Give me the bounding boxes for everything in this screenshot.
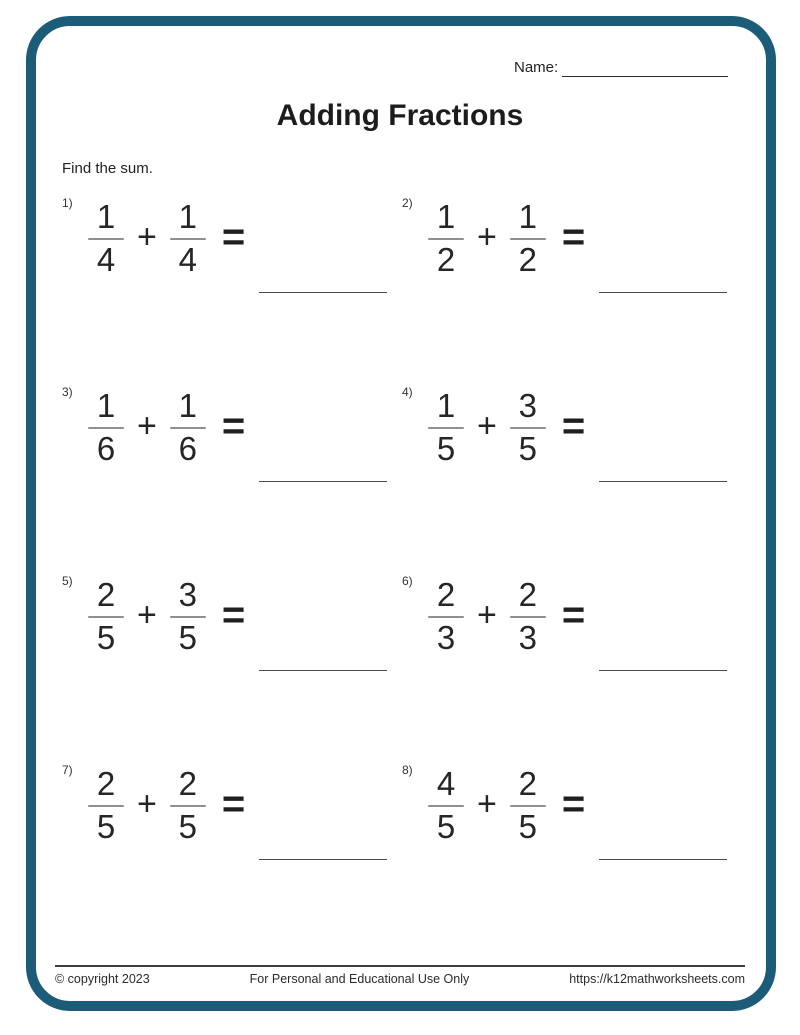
name-field-row: [514, 59, 728, 77]
fraction-second: [170, 767, 206, 845]
problem-expression: [428, 381, 727, 467]
fraction-second: [170, 578, 206, 656]
fraction-second: [510, 200, 546, 278]
problem: [62, 381, 402, 570]
usage-text: For Personal and Educational Use Only: [249, 972, 470, 986]
plus-operator: +: [137, 784, 157, 823]
fraction-bar: [88, 805, 124, 807]
problem: [402, 381, 742, 570]
denominator: 5: [436, 430, 456, 468]
equals-sign: =: [561, 781, 586, 826]
fraction-first: [428, 200, 464, 278]
fraction-bar: [510, 805, 546, 807]
problem-number: 7): [62, 763, 73, 777]
denominator: 6: [96, 430, 116, 468]
answer-blank-line: [259, 670, 387, 671]
problem-expression: [428, 570, 727, 656]
equals-sign: =: [221, 214, 246, 259]
denominator: 2: [518, 241, 538, 279]
numerator: 1: [518, 198, 538, 235]
plus-operator: +: [477, 406, 497, 445]
problem-number: 4): [402, 385, 413, 399]
problem: [402, 759, 742, 948]
denominator: 5: [96, 808, 116, 846]
plus-operator: +: [137, 217, 157, 256]
fraction-second: [170, 389, 206, 467]
denominator: 2: [436, 241, 456, 279]
numerator: 2: [96, 765, 116, 802]
equals-sign: =: [561, 403, 586, 448]
denominator: 5: [518, 808, 538, 846]
numerator: 1: [96, 387, 116, 424]
problem: [402, 570, 742, 759]
site-url: https://k12mathworksheets.com: [569, 972, 745, 986]
answer-blank-line: [599, 292, 727, 293]
numerator: 2: [178, 765, 198, 802]
problem-expression: [88, 192, 387, 278]
fraction-bar: [428, 805, 464, 807]
fraction-bar: [88, 427, 124, 429]
fraction-bar: [510, 238, 546, 240]
problem-number: 5): [62, 574, 73, 588]
problem-expression: [428, 192, 727, 278]
problem-number: 3): [62, 385, 73, 399]
numerator: 1: [178, 198, 198, 235]
denominator: 6: [178, 430, 198, 468]
name-blank-line: [562, 61, 728, 77]
fraction-second: [510, 767, 546, 845]
fraction-bar: [170, 805, 206, 807]
numerator: 1: [436, 198, 456, 235]
problem-number: 2): [402, 196, 413, 210]
numerator: 2: [518, 576, 538, 613]
answer-blank-line: [599, 481, 727, 482]
fraction-first: [88, 767, 124, 845]
numerator: 3: [518, 387, 538, 424]
fraction-bar: [510, 427, 546, 429]
equals-sign: =: [561, 214, 586, 259]
answer-blank-line: [259, 292, 387, 293]
footer-divider: [55, 965, 745, 967]
problems-grid: [62, 192, 742, 948]
fraction-bar: [170, 427, 206, 429]
plus-operator: +: [477, 217, 497, 256]
problem-number: 6): [402, 574, 413, 588]
fraction-bar: [510, 616, 546, 618]
answer-blank-line: [259, 859, 387, 860]
denominator: 5: [518, 430, 538, 468]
problem: [62, 759, 402, 948]
denominator: 3: [436, 619, 456, 657]
denominator: 5: [178, 619, 198, 657]
equals-sign: =: [561, 592, 586, 637]
page-title: Adding Fractions: [276, 99, 524, 132]
numerator: 1: [436, 387, 456, 424]
instruction-text: Find the sum.: [62, 160, 153, 177]
denominator: 3: [518, 619, 538, 657]
name-label: Name:: [514, 59, 559, 76]
problem: [402, 192, 742, 381]
fraction-second: [170, 200, 206, 278]
plus-operator: +: [477, 784, 497, 823]
problem-number: 8): [402, 763, 413, 777]
equals-sign: =: [221, 781, 246, 826]
fraction-first: [88, 578, 124, 656]
fraction-bar: [88, 616, 124, 618]
numerator: 3: [178, 576, 198, 613]
denominator: 5: [96, 619, 116, 657]
copyright-text: © copyright 2023: [55, 972, 150, 986]
problem-number: 1): [62, 196, 73, 210]
plus-operator: +: [137, 406, 157, 445]
fraction-first: [428, 578, 464, 656]
fraction-first: [428, 389, 464, 467]
denominator: 4: [96, 241, 116, 279]
fraction-second: [510, 578, 546, 656]
denominator: 5: [436, 808, 456, 846]
numerator: 2: [436, 576, 456, 613]
numerator: 4: [436, 765, 456, 802]
fraction-bar: [428, 616, 464, 618]
denominator: 4: [178, 241, 198, 279]
equals-sign: =: [221, 592, 246, 637]
fraction-bar: [170, 238, 206, 240]
problem-expression: [88, 381, 387, 467]
fraction-bar: [88, 238, 124, 240]
fraction-first: [88, 389, 124, 467]
fraction-first: [88, 200, 124, 278]
problem: [62, 570, 402, 759]
fraction-bar: [170, 616, 206, 618]
denominator: 5: [178, 808, 198, 846]
fraction-second: [510, 389, 546, 467]
numerator: 2: [96, 576, 116, 613]
fraction-bar: [428, 238, 464, 240]
answer-blank-line: [259, 481, 387, 482]
numerator: 1: [96, 198, 116, 235]
plus-operator: +: [477, 595, 497, 634]
equals-sign: =: [221, 403, 246, 448]
footer: [55, 972, 745, 986]
plus-operator: +: [137, 595, 157, 634]
problem-expression: [88, 759, 387, 845]
answer-blank-line: [599, 859, 727, 860]
problem-expression: [428, 759, 727, 845]
fraction-bar: [428, 427, 464, 429]
problem-expression: [88, 570, 387, 656]
answer-blank-line: [599, 670, 727, 671]
problem: [62, 192, 402, 381]
numerator: 2: [518, 765, 538, 802]
numerator: 1: [178, 387, 198, 424]
fraction-first: [428, 767, 464, 845]
